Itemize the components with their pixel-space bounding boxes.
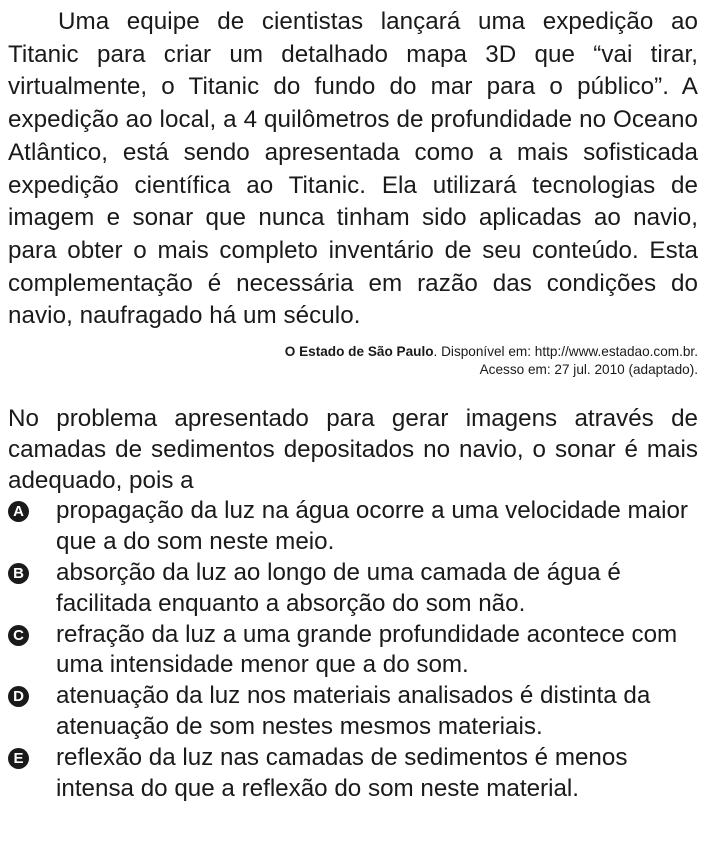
source-line-1 <box>8 343 698 361</box>
option-b-text: absorção da luz ao longo de uma camada de água é facilitada enquanto a absorção do som não. <box>56 559 621 617</box>
source-availability: . Disponível em: http://www.estadao.com.br. <box>433 344 698 360</box>
option-c-badge: C <box>8 625 29 646</box>
question-page <box>8 6 698 804</box>
question-stem: No problema apresentado para gerar imagens através de camadas de sedimentos depositados no navio, o sonar é mais adequado, pois a <box>8 405 698 494</box>
source-citation <box>8 343 698 378</box>
option-e-text: reflexão da luz nas camadas de sedimentos é menos intensa do que a reflexão do som neste material. <box>56 743 628 802</box>
option-d-badge: D <box>8 686 29 707</box>
option-e-badge: E <box>8 748 29 769</box>
option-c[interactable] <box>8 620 698 682</box>
passage-text: Uma equipe de cientistas lançará uma expedição ao Titanic para criar um detalhado mapa 3D que “vai tirar, virtualmente, o Titanic do fundo do mar para o público”. A expedição ao local, a 4 quilômetros de profundidade no Oceano Atlântico, está sendo apresentada como a mais sofisticada expedição científica ao Titanic. Ela utilizará tecnologias de imagem e sonar que nunca tinham sido aplicadas ao navio, para obter o mais completo inventário de seu conteúdo. Esta complementação é necessária em razão das condições do navio, naufragado há um século. <box>8 8 698 330</box>
option-c-text: refração da luz a uma grande profundidade acontece com uma intensidade menor que a do som. <box>56 620 678 679</box>
source-access-date: Acesso em: 27 jul. 2010 (adaptado). <box>479 361 698 377</box>
option-b[interactable] <box>8 558 698 620</box>
option-a[interactable] <box>8 496 698 558</box>
source-name: O Estado de São Paulo <box>284 344 434 360</box>
option-d[interactable] <box>8 681 698 743</box>
option-e[interactable] <box>8 743 698 805</box>
option-a-text: propagação da luz na água ocorre a uma velocidade maior que a do som neste meio. <box>56 497 688 556</box>
option-d-text: atenuação da luz nos materiais analisados é distinta da atenuação de som nestes mesmos materiais. <box>56 682 651 740</box>
option-a-badge: A <box>8 501 29 522</box>
answer-options <box>8 496 698 804</box>
option-b-badge: B <box>8 563 29 584</box>
